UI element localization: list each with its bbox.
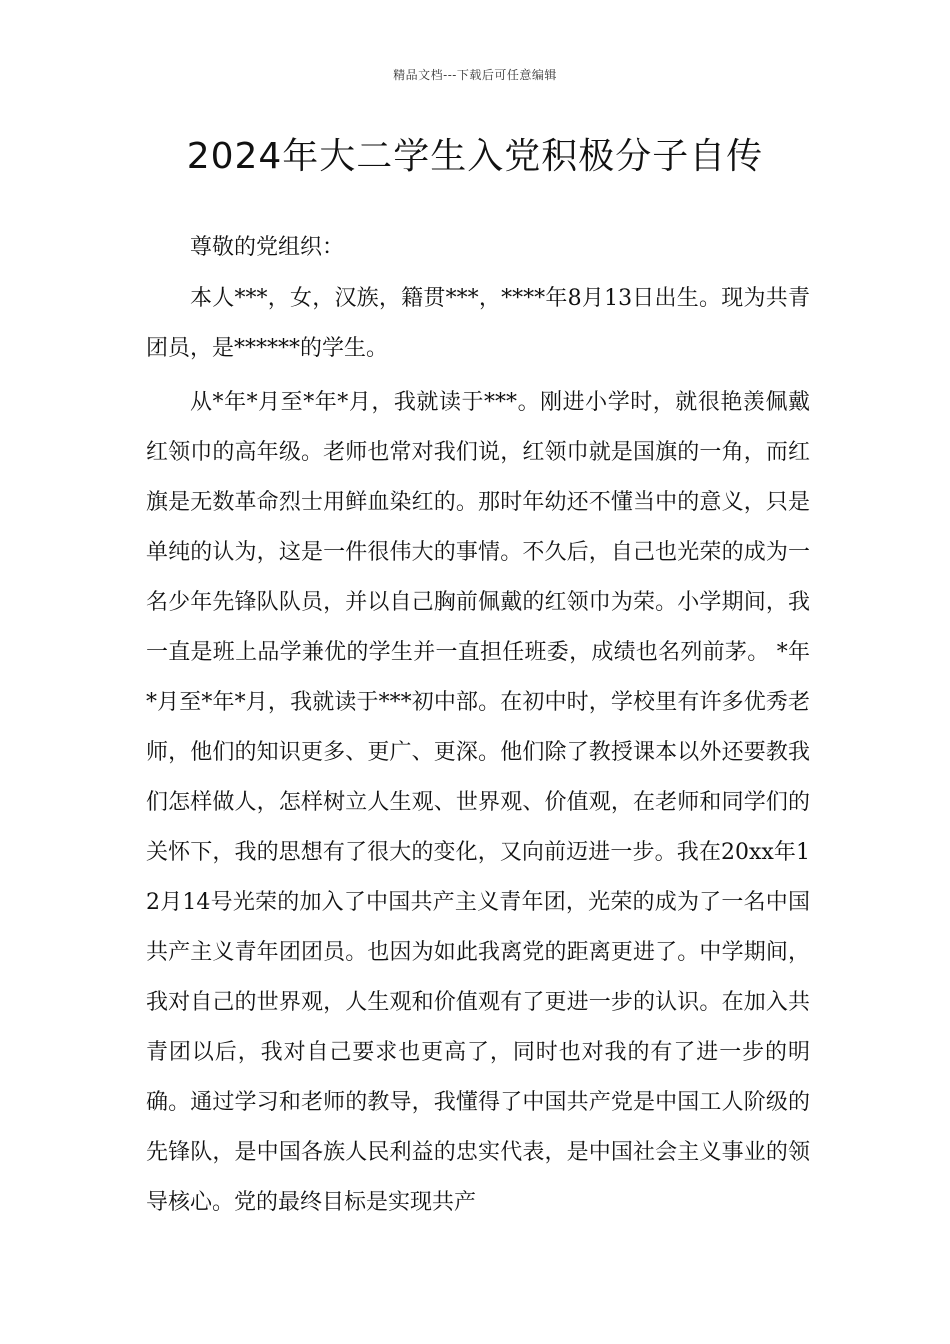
document-title: 2024年大二学生入党积极分子自传	[186, 136, 764, 177]
salutation: 尊敬的党组织：	[190, 235, 345, 260]
paragraph-1: 本人***，女，汉族，籍贯***，****年8月13日出生。现为共青团员，是******的学生。	[146, 286, 810, 361]
paragraph-2: 从*年*月至*年*月，我就读于***。刚进小学时，就很艳羡佩戴红领巾的高年级。老师也常对我们说，红领巾就是国旗的一角，而红旗是无数革命烈士用鲜血染红的。那时年幼还不懂当中的意义，只是单纯的认为，这是一件很伟大的事情。不久后，自己也光荣的成为一名少年先锋队队员，并以自己胸前佩戴的红领巾为荣。小学期间，我一直是班上品学兼优的学生并一直担任班委，成绩也名列前茅。 *年*月至*年*月，我就读于***初中部。在初中时，学校里有许多优秀老师，他们的知识更多、更广、更深。他们除了教授课本以外还要教我们怎样做人，怎样树立人生观、世界观、价值观，在老师和同学们的关怀下，我的思想有了很大的变化，又向前迈进一步。我在20xx年12月14号光荣的加入了中国共产主义青年团，光荣的成为了一名中国共产主义青年团团员。也因为如此我离党的距离更进了。中学期间，我对自己的世界观，人生观和价值观有了更进一步的认识。在加入共青团以后，我对自己要求也更高了，同时也对我的有了进一步的明确。通过学习和老师的教导，我懂得了中国共产党是中国工人阶级的先锋队，是中国各族人民利益的忠实代表，是中国社会主义事业的领导核心。党的最终目标是实现共产	[146, 390, 810, 1215]
document-body	[146, 230, 810, 1228]
header-note: 精品文档---下载后可任意编辑	[393, 68, 557, 82]
